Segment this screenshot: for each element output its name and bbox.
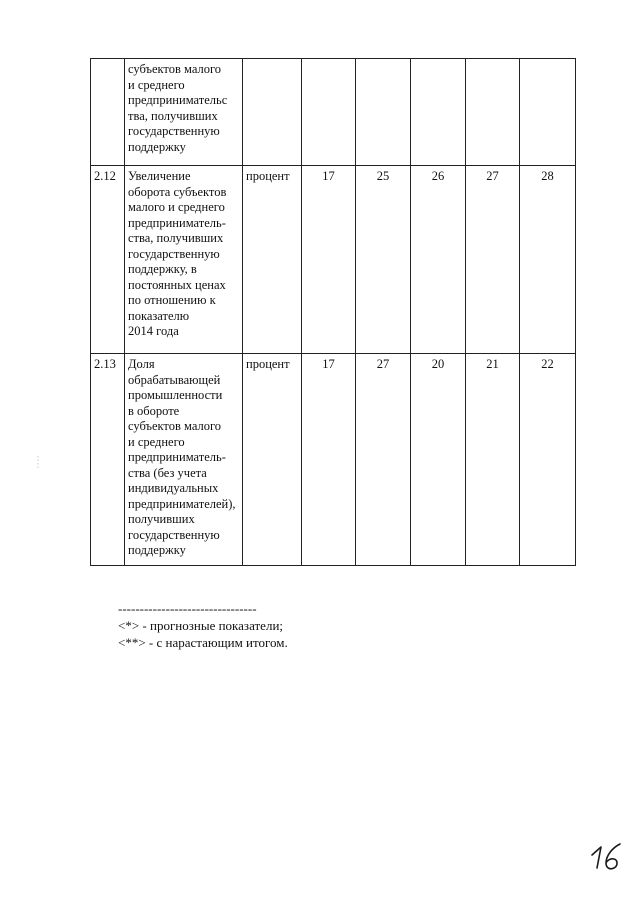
value-cell — [520, 59, 576, 166]
unit-cell: процент — [243, 354, 302, 566]
value-cell: 27 — [356, 354, 411, 566]
row-number-cell: 2.13 — [91, 354, 125, 566]
indicator-name-cell — [125, 354, 243, 566]
indicator-name-cell — [125, 166, 243, 354]
value-cell: 27 — [466, 166, 520, 354]
value-cell — [466, 59, 520, 166]
table-row-2-13 — [91, 354, 576, 566]
value-cell: 17 — [302, 166, 356, 354]
indicator-name-cell — [125, 59, 243, 166]
unit-cell — [243, 59, 302, 166]
row-number-cell — [91, 59, 125, 166]
table-row-continued — [91, 59, 576, 166]
value-cell — [302, 59, 356, 166]
indicator-name: субъектов малого и среднего предпринимательс тва, получивших государственную поддержку — [128, 62, 228, 154]
value-cell: 17 — [302, 354, 356, 566]
value-cell: 22 — [520, 354, 576, 566]
footnote-separator: -------------------------------- — [118, 601, 257, 616]
value-cell: 25 — [356, 166, 411, 354]
value-cell — [411, 59, 466, 166]
value-cell: 28 — [520, 166, 576, 354]
scan-speck-mark — [35, 455, 42, 469]
value-cell: 20 — [411, 354, 466, 566]
indicator-name: Доля обрабатывающей промышленности в обороте субъектов малого и среднего предприниматель- ства (без учета индивидуальных предпринимателей), получивших государственную поддержку — [128, 357, 236, 557]
indicator-name: Увеличение оборота субъектов малого и среднего предприниматель- ства, получивших государственную поддержку, в постоянных ценах по отношению к показателю 2014 года — [128, 169, 227, 338]
table-row-2-12 — [91, 166, 576, 354]
unit-cell: процент — [243, 166, 302, 354]
value-cell — [356, 59, 411, 166]
footnotes — [118, 600, 288, 651]
handwritten-page-number — [588, 838, 628, 874]
indicators-table — [90, 58, 576, 566]
footnote-forecast: <*> - прогнозные показатели; — [118, 618, 284, 633]
footnote-cumulative: <**> - с нарастающим итогом. — [118, 635, 288, 650]
value-cell: 26 — [411, 166, 466, 354]
value-cell: 21 — [466, 354, 520, 566]
row-number-cell: 2.12 — [91, 166, 125, 354]
